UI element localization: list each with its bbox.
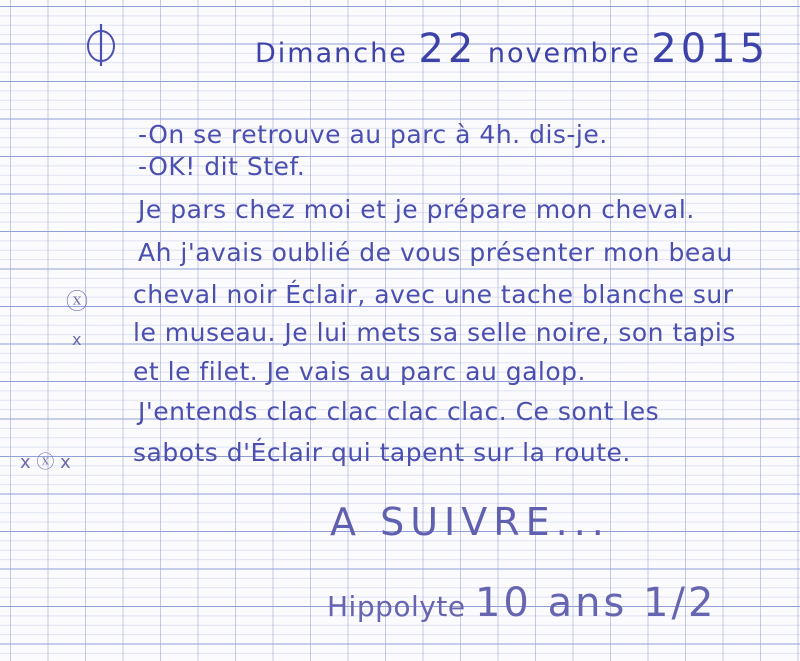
margin-mark-line6: x — [72, 330, 82, 349]
signature-name: Hippolyte — [327, 590, 466, 623]
date-day: Dimanche — [255, 38, 408, 69]
story-line-6: le museau. Je lui mets sa selle noire, son tapis — [133, 318, 736, 347]
date-year: 2015 — [651, 26, 770, 72]
story-line-4: Ah j'avais oublié de vous présenter mon beau — [138, 238, 733, 267]
story-line-2: -OK! dit Stef. — [138, 152, 306, 181]
signature — [327, 580, 716, 626]
story-line-9: sabots d'Éclair qui tapent sur la route. — [133, 438, 631, 467]
story-line-5: cheval noir Éclair, avec une tache blanche sur — [133, 280, 734, 309]
phi-symbol-icon — [84, 22, 118, 68]
story-line-8: J'entends clac clac clac clac. Ce sont les — [138, 397, 660, 426]
page-date — [255, 26, 769, 72]
story-line-3: Je pars chez moi et je prépare mon cheval. — [138, 195, 695, 224]
a-suivre-text: A SUIVRE... — [330, 500, 610, 544]
date-month: novembre — [487, 38, 641, 69]
story-line-7: et le filet. Je vais au parc au galop. — [133, 357, 586, 386]
margin-mark-line5: ⓧ — [66, 290, 89, 315]
signature-age: 10 ans 1/2 — [474, 580, 717, 626]
date-number: 22 — [418, 26, 478, 72]
margin-mark-line9: x ⓧ x — [20, 452, 71, 473]
story-line-1: -On se retrouve au parc à 4h. dis-je. — [138, 120, 608, 149]
